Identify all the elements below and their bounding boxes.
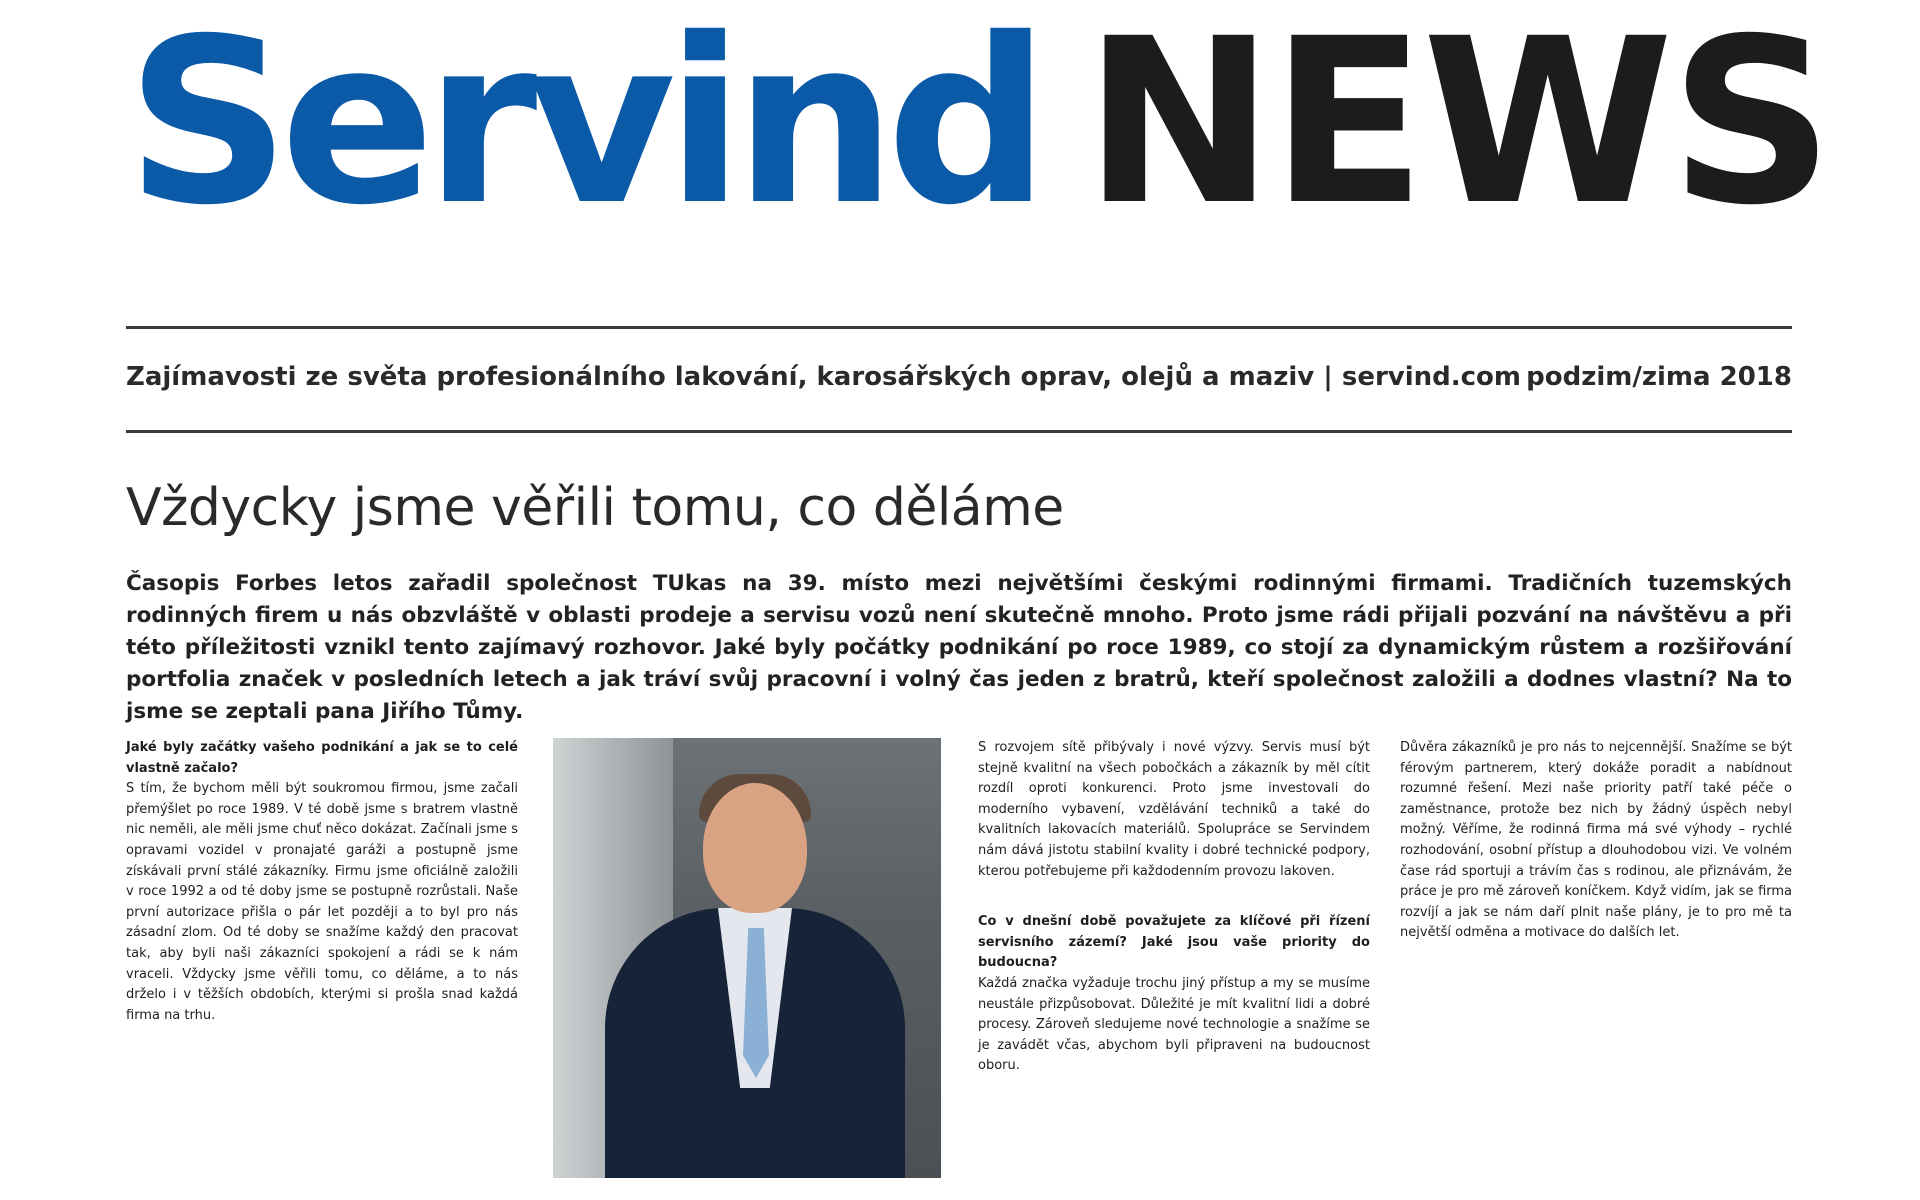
article-headline: Vždycky jsme věřili tomu, co děláme <box>126 478 1064 538</box>
tagline: Zajímavosti ze světa profesionálního lakování, karosářských oprav, olejů a maziv | servind.com <box>126 362 1522 392</box>
brand-news: NEWS <box>1083 0 1830 255</box>
question-1: Jaké byly začátky vašeho podnikání a jak se to celé vlastně začalo? <box>126 740 518 776</box>
bottom-rule <box>126 430 1792 433</box>
column-3 <box>978 738 1370 1077</box>
column-1 <box>126 738 518 1026</box>
column-1-text: S tím, že bychom měli být soukromou firmou, jsme začali přemýšlet po roce 1989. V té době jsme s bratrem vlastně nic neměli, ale měli jsme chuť něco dokázat. Začínali jsme s opravami vozidel v pronajaté garáži a postupně jsme získávali první stálé zákazníky. Firmu jsme oficiálně založili v roce 1992 a od té doby jsme se postupně rozrůstali. Naše první autorizace přišla o pár let později a to byl pro nás zásadní zlom. Od té doby se snažíme každý den pracovat tak, aby byli naši zákazníci spokojení a rádi se k nám vraceli. Vždycky jsme věřili tomu, co děláme, a to nás drželo i v těžších obdobích, kterými si prošla snad každá firma na trhu. <box>126 781 518 1023</box>
column-3-text: S rozvojem sítě přibývaly i nové výzvy. Servis musí být stejně kvalitní na všech pobočkách a zákazník by měl cítit rozdíl oproti konkurenci. Proto jsme investovali do moderního vybavení, vzdělávání techniků a také do kvalitních lakovacích materiálů. Spolupráce se Servindem nám dává jistotu stabilní kvality i dobré technické podpory, kterou potřebujeme při každodenním provozu lakoven. <box>978 740 1370 879</box>
question-2: Co v dnešní době považujete za klíčové při řízení servisního zázemí? Jaké jsou vaše priority do budoucna? <box>978 914 1370 971</box>
column-4 <box>1400 738 1792 944</box>
column-4-text: Důvěra zákazníků je pro nás to nejcennější. Snažíme se být férovým partnerem, který dokáže poradit a nabídnout rozumné řešení. Mezi naše priority patří také péče o zaměstnance, protože bez nich by žádný úspěch nebyl možný. Věříme, že rodinná firma má své výhody – rychlé rozhodování, osobní přístup a dlouhodobou vizi. Ve volném čase rád sportuji a trávím čas s rodinou, ale přiznávám, že práce je pro mě zároveň koníčkem. Když vidím, jak se firma rozvíjí a jak se nám daří plnit naše plány, je to pro mě ta největší odměna a motivace do dalších let. <box>1400 740 1792 941</box>
brand-servind: Servind <box>126 0 1040 255</box>
article-lead: Časopis Forbes letos zařadil společnost TUkas na 39. místo mezi největšími českými rodinnými firmami. Tradičních tuzemských rodinných firem u nás obzvláště v oblasti prodeje a servisu vozů není skutečně mnoho. Proto jsme rádi přijali pozvání na návštěvu a při této příležitosti vznikl tento zajímavý rozhovor. Jaké byly počátky podnikání po roce 1989, co stojí za dynamickým růstem a rozšiřování portfolia značek v posledních letech a jak tráví svůj pracovní i volný čas jeden z bratrů, kteří společnost založili a dodnes vlastní? Na to jsme se zeptali pana Jiřího Tůmy. <box>126 571 1792 724</box>
top-rule <box>126 326 1792 329</box>
subheader <box>126 362 1792 398</box>
column-3b-text: Každá značka vyžaduje trochu jiný přístup a my se musíme neustále přizpůsobovat. Důležité je mít kvalitní lidi a dobré procesy. Zároveň sledujeme nové technologie a snažíme se je zavádět včas, abychom byli připraveni na budoucnost oboru. <box>978 975 1370 1074</box>
masthead <box>126 0 1830 300</box>
portrait-photo <box>553 738 941 1178</box>
brand-logo <box>126 0 1830 255</box>
issue-season: podzim/zima 2018 <box>1526 362 1792 392</box>
